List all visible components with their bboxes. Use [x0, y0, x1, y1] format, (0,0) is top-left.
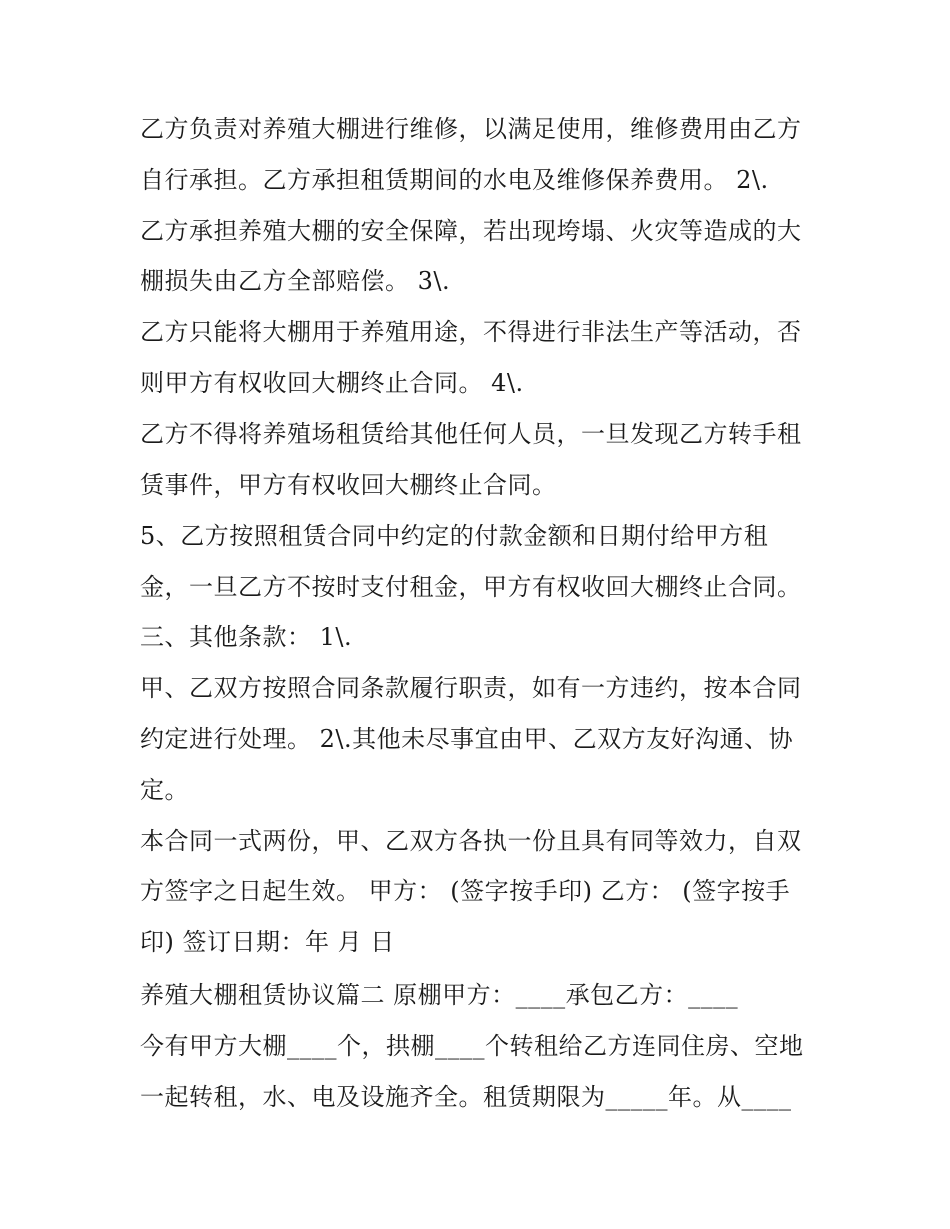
text-line: 三、其他条款： 1\. [140, 623, 353, 651]
text-line: 方签字之日起生效。 甲方： (签字按手印) 乙方： (签字按手 [140, 877, 791, 905]
text-line: 本合同一式两份，甲、乙双方各执一份且具有同等效力，自双 [140, 827, 802, 855]
text-line: 甲、乙双方按照合同条款履行职责，如有一方违约，按本合同 [140, 674, 802, 702]
text-line: 5、乙方按照租赁合同中约定的付款金额和日期付给甲方租 [140, 522, 769, 550]
text-line: 棚损失由乙方全部赔偿。 3\. [140, 267, 451, 295]
text-line: 约定进行处理。 2\.其他未尽事宜由甲、乙双方友好沟通、协 [140, 725, 794, 753]
text-line: 乙方不得将养殖场租赁给其他任何人员，一旦发现乙方转手租 [140, 420, 802, 448]
text-line: 金，一旦乙方不按时支付租金，甲方有权收回大棚终止合同。 [140, 573, 802, 601]
text-line: 印) 签订日期：年 月 日 [140, 928, 395, 956]
text-line: 自行承担。乙方承担租赁期间的水电及维修保养费用。 2\. [140, 166, 769, 194]
text-line: 赁事件，甲方有权收回大棚终止合同。 [140, 471, 557, 499]
text-line: 乙方只能将大棚用于养殖用途，不得进行非法生产等活动，否 [140, 318, 802, 346]
text-line: 定。 [140, 776, 189, 804]
text-line: 今有甲方大棚____个，拱棚____个转租给乙方连同住房、空地 [140, 1032, 804, 1060]
text-line: 乙方承担养殖大棚的安全保障，若出现垮塌、火灾等造成的大 [140, 217, 802, 245]
text-line: 则甲方有权收回大棚终止合同。 4\. [140, 369, 524, 397]
text-line: 乙方负责对养殖大棚进行维修，以满足使用，维修费用由乙方 [140, 115, 802, 143]
text-line: 一起转租，水、电及设施齐全。租赁期限为_____年。从____ [140, 1083, 792, 1111]
text-line: 养殖大棚租赁协议篇二 原棚甲方：____承包乙方：____ [140, 981, 739, 1009]
